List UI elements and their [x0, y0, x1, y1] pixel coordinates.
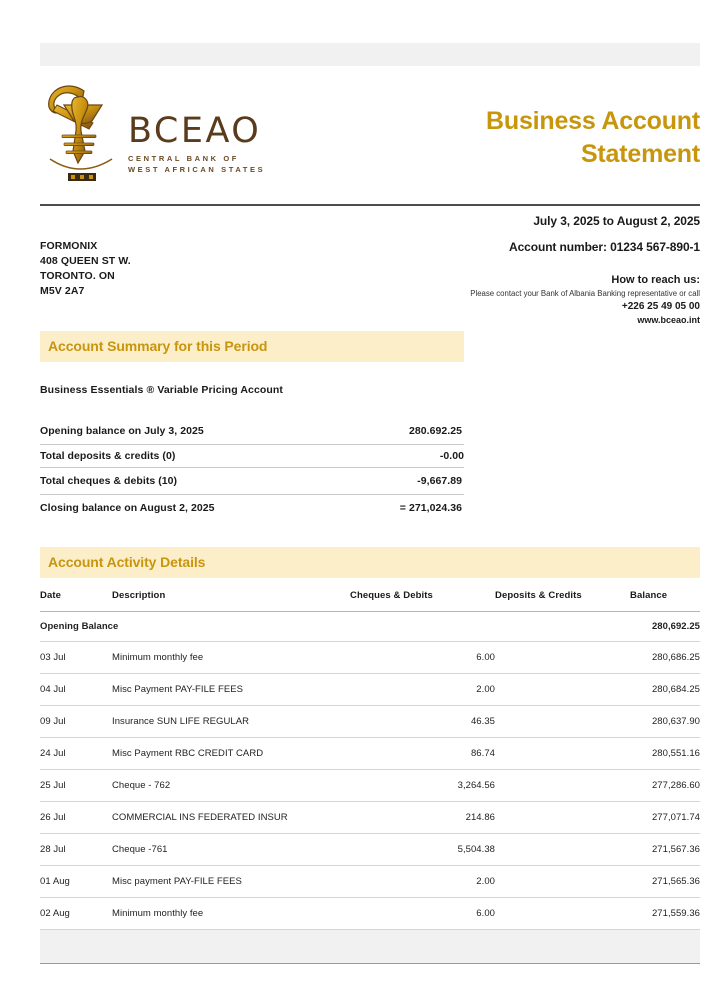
- cell-debit: 46.35: [350, 706, 495, 738]
- account-summary-heading: Account Summary for this Period: [40, 331, 464, 362]
- activity-table-body: [40, 612, 700, 930]
- summary-label-closing: Closing balance on August 2, 2025: [40, 502, 215, 514]
- cell-debit: 86.74: [350, 738, 495, 770]
- cell-date: 03 Jul: [40, 642, 112, 674]
- cell-credit: [495, 802, 630, 834]
- contact-website[interactable]: www.bceao.int: [637, 315, 700, 325]
- document-title: [486, 75, 700, 172]
- cell-credit: [495, 706, 630, 738]
- cell-description: Cheque - 762: [112, 770, 350, 802]
- column-header-date: Date: [40, 578, 112, 612]
- table-row: [40, 674, 700, 706]
- cell-debit: 6.00: [350, 898, 495, 930]
- bank-tagline: [128, 154, 265, 176]
- cell-credit: [495, 642, 630, 674]
- statement-period: July 3, 2025 to August 2, 2025: [533, 214, 700, 228]
- cell-balance: 271,559.36: [630, 898, 700, 930]
- cell-credit: [495, 898, 630, 930]
- column-header-debits: Cheques & Debits: [350, 578, 495, 612]
- bank-wordmark: [128, 90, 265, 176]
- document-title-line1: Business Account: [486, 107, 700, 135]
- cell-credit: [495, 738, 630, 770]
- account-type-label: Business Essentials ® Variable Pricing Account: [40, 384, 284, 396]
- summary-row-opening: [40, 418, 464, 445]
- summary-label-deposits: Total deposits & credits (0): [40, 445, 350, 468]
- table-row: [40, 866, 700, 898]
- contact-phone[interactable]: +226 25 49 05 00: [621, 301, 700, 312]
- cell-balance: 271,567.36: [630, 834, 700, 866]
- cell-description: Cheque -761: [112, 834, 350, 866]
- reach-us-heading: How to reach us:: [611, 274, 700, 286]
- cell-balance: 271,565.36: [630, 866, 700, 898]
- summary-value-closing: = 271,024.36: [399, 502, 462, 514]
- cell-description: Minimum monthly fee: [112, 898, 350, 930]
- bank-tagline-line2: WEST AFRICAN STATES: [128, 165, 266, 174]
- cell-credit: [495, 834, 630, 866]
- account-number: Account number: 01234 567-890-1: [509, 240, 700, 254]
- table-row: [40, 642, 700, 674]
- opening-balance-value: 280,692.25: [630, 612, 700, 642]
- cell-credit: [495, 674, 630, 706]
- cell-balance: 277,286.60: [630, 770, 700, 802]
- column-header-description: Description: [112, 578, 350, 612]
- customer-address: [40, 213, 131, 299]
- summary-row-deposits: [40, 445, 464, 468]
- summary-row-debits: [40, 468, 464, 495]
- account-summary-section: [40, 331, 700, 521]
- activity-header-row: [40, 578, 700, 612]
- account-activity-section: [40, 547, 700, 964]
- cell-credit: [495, 770, 630, 802]
- cell-description: Insurance SUN LIFE REGULAR: [112, 706, 350, 738]
- cell-date: 02 Aug: [40, 898, 112, 930]
- cell-date: 01 Aug: [40, 866, 112, 898]
- cell-credit: [495, 866, 630, 898]
- bceao-weighing-scale-logo-icon: [40, 77, 124, 189]
- cell-description: Minimum monthly fee: [112, 642, 350, 674]
- cell-description: Misc Payment RBC CREDIT CARD: [112, 738, 350, 770]
- summary-value-deposits: -0.00: [350, 445, 464, 468]
- cell-date: 09 Jul: [40, 706, 112, 738]
- cell-description: COMMERCIAL INS FEDERATED INSUR: [112, 802, 350, 834]
- cell-date: 28 Jul: [40, 834, 112, 866]
- statement-content: [40, 0, 700, 964]
- table-row: [40, 834, 700, 866]
- summary-label-opening: Opening balance on July 3, 2025: [40, 418, 350, 445]
- cell-balance: 280,686.25: [630, 642, 700, 674]
- opening-balance-label: Opening Balance: [40, 612, 350, 642]
- account-activity-heading: Account Activity Details: [40, 547, 700, 578]
- customer-name: FORMONIX: [40, 240, 98, 252]
- table-row: [40, 802, 700, 834]
- cell-balance: 280,684.25: [630, 674, 700, 706]
- cell-debit: 6.00: [350, 642, 495, 674]
- reach-us-text: Please contact your Bank of Albania Banking representative or call: [470, 289, 700, 298]
- header-divider: [40, 204, 700, 206]
- table-row: [40, 898, 700, 930]
- bank-name: BCEAO: [128, 111, 262, 152]
- cell-description: Misc Payment PAY-FILE FEES: [112, 674, 350, 706]
- cell-description: Misc payment PAY-FILE FEES: [112, 866, 350, 898]
- customer-address-line1: 408 QUEEN ST W.: [40, 254, 131, 267]
- customer-address-line2: TORONTO. ON: [40, 269, 115, 282]
- cell-balance: 280,551.16: [630, 738, 700, 770]
- cell-debit: 2.00: [350, 866, 495, 898]
- table-row: [40, 706, 700, 738]
- summary-row-closing: [40, 495, 464, 522]
- bank-brand: [40, 75, 265, 189]
- cell-balance: 277,071.74: [630, 802, 700, 834]
- cell-debit: 214.86: [350, 802, 495, 834]
- column-header-balance: Balance: [630, 578, 700, 612]
- cell-debit: 2.00: [350, 674, 495, 706]
- document-title-line2: Statement: [580, 140, 700, 169]
- cell-date: 04 Jul: [40, 674, 112, 706]
- cell-date: 26 Jul: [40, 802, 112, 834]
- table-row: [40, 738, 700, 770]
- summary-value-debits: -9,667.89: [350, 468, 464, 495]
- column-header-credits: Deposits & Credits: [495, 578, 630, 612]
- address-contact-row: [40, 213, 700, 325]
- cell-balance: 280,637.90: [630, 706, 700, 738]
- cell-date: 24 Jul: [40, 738, 112, 770]
- summary-label-debits: Total cheques & debits (10): [40, 468, 350, 495]
- account-activity-table: [40, 578, 700, 930]
- contact-block: [470, 213, 700, 325]
- table-footer-band: [40, 930, 700, 964]
- table-row: [40, 770, 700, 802]
- summary-value-opening: 280.692.25: [350, 418, 464, 445]
- masthead: [40, 75, 700, 193]
- cell-debit: 3,264.56: [350, 770, 495, 802]
- cell-debit: 5,504.38: [350, 834, 495, 866]
- bank-tagline-line1: CENTRAL BANK OF: [128, 154, 239, 164]
- table-row-opening-balance: [40, 612, 700, 642]
- account-summary-table: [40, 418, 464, 521]
- cell-date: 25 Jul: [40, 770, 112, 802]
- customer-postal-code: M5V 2A7: [40, 284, 85, 297]
- top-gray-band: [40, 43, 700, 66]
